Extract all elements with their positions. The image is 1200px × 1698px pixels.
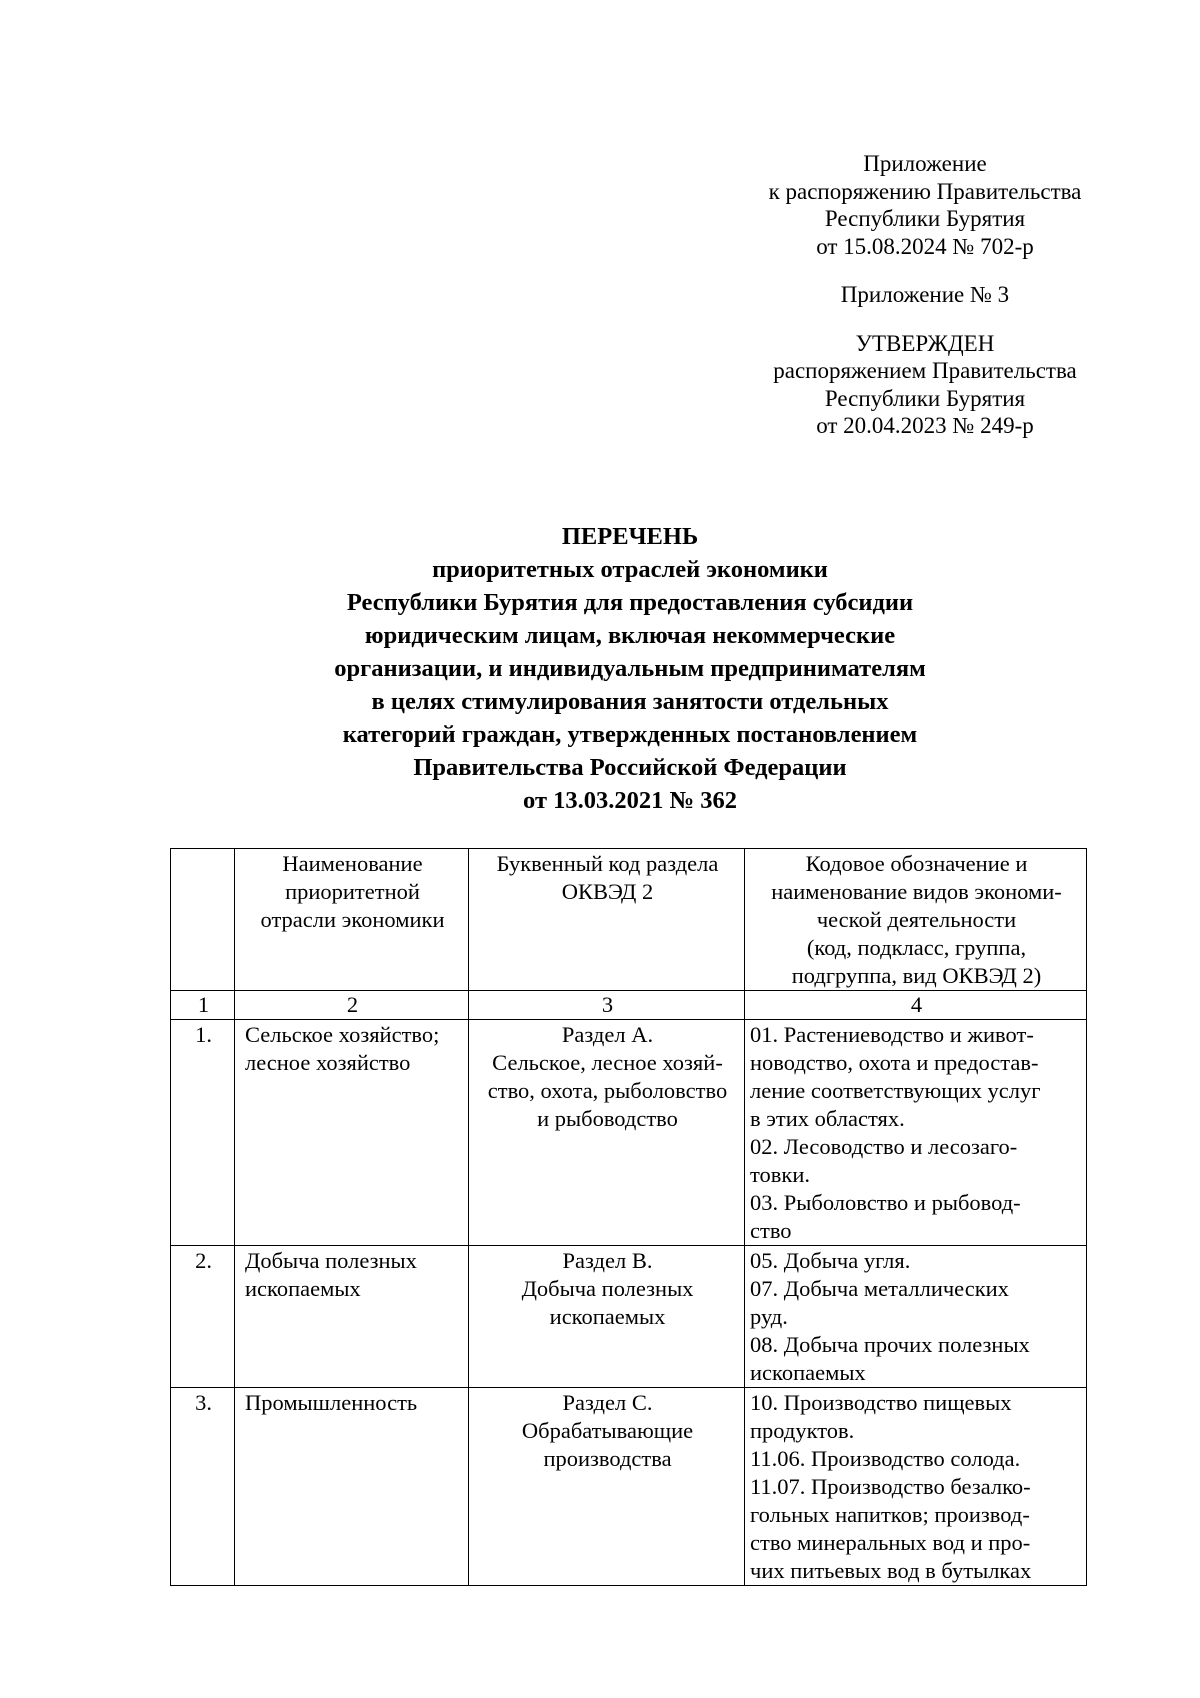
cell-line: Раздел А. [561,1022,654,1047]
header-line: (код, подкласс, группа, [806,935,1027,960]
cell-line: 01. Растениеводство и живот- [750,1022,1034,1047]
sector-name-cell [235,1020,469,1246]
header-line: ОКВЭД 2 [561,879,654,904]
header-line: наименование видов экономи- [771,879,1062,904]
cell-line: ископаемых [750,1360,866,1385]
cell-line: гольных напитков; производ- [750,1502,1030,1527]
cell-line: 02. Лесоводство и лесозаго- [750,1134,1018,1159]
document-title [230,520,1030,817]
cell-line: Сельское, лесное хозяй- [492,1050,723,1075]
header-cell-activity-codes [745,849,1087,991]
cell-line: 08. Добыча прочих полезных [750,1332,1030,1357]
table-row [171,1020,1087,1246]
approval-block [755,150,1095,440]
activity-codes-cell [745,1246,1087,1388]
title-line: категорий граждан, утвержденных постановлением [342,721,918,748]
activity-codes-cell [745,1388,1087,1586]
approved-line: от 20.04.2023 № 249-р [816,413,1034,438]
section-code-cell [469,1388,745,1586]
header-line: Буквенный код раздела [496,851,719,876]
title-line: ПЕРЕЧЕНЬ [561,523,699,550]
appendix-number-line: Приложение № 3 [840,282,1010,307]
cell-line: 11.07. Производство безалко- [750,1474,1031,1499]
cell-line: руд. [750,1304,788,1329]
cell-line: Сельское хозяйство; [245,1022,440,1047]
appendix-line: к распоряжению Правительства [768,178,1082,204]
cell-line: 10. Производство пищевых [750,1390,1012,1415]
cell-line: лесное хозяйство [245,1050,411,1075]
column-number: 4 [745,991,1087,1020]
title-line: Республики Бурятия для предоставления субсидии [346,589,914,616]
cell-line: и рыбоводство [537,1106,678,1131]
appendix-line: Приложение [863,151,987,176]
row-number: 3. [171,1388,235,1586]
cell-line: ископаемых [245,1276,361,1301]
cell-line: 07. Добыча металлических [750,1276,1009,1301]
appendix-line: от 15.08.2024 № 702-р [816,233,1034,259]
approved-line: УТВЕРЖДЕН [855,330,995,356]
sector-name-cell [235,1246,469,1388]
cell-line: Добыча полезных [521,1276,694,1301]
approved-stamp [755,330,1095,440]
activity-codes-cell [745,1020,1087,1246]
section-code-cell [469,1246,745,1388]
cell-line: ление соответствующих услуг [750,1078,1041,1103]
header-line: приоритетной [285,879,420,904]
priority-sectors-table [170,848,1087,1586]
cell-line: чих питьевых вод в бутылках [750,1558,1032,1583]
header-cell-sector-name [235,849,469,991]
header-line: Наименование [282,851,423,876]
title-line: в целях стимулирования занятости отдельных [371,688,889,715]
cell-line: Раздел С. [562,1390,653,1415]
cell-line: товки. [750,1162,811,1187]
header-line: подгруппа, вид ОКВЭД 2) [791,963,1042,988]
cell-line: ство минеральных вод и про- [750,1530,1031,1555]
cell-line: ство, охота, рыболовство [487,1078,728,1103]
cell-line: Раздел В. [562,1248,653,1273]
section-code-cell [469,1020,745,1246]
column-number: 1 [171,991,235,1020]
table-row [171,1388,1087,1586]
column-number: 2 [235,991,469,1020]
appendix-number [755,281,1095,309]
header-cell-section-code [469,849,745,991]
row-number: 1. [171,1020,235,1246]
cell-line: Промышленность [245,1390,418,1415]
cell-line: 11.06. Производство солода. [750,1446,1021,1471]
cell-line: 03. Рыболовство и рыбовод- [750,1190,1021,1215]
cell-line: производства [543,1446,672,1471]
cell-line: ископаемых [549,1304,666,1329]
sector-name-cell [235,1388,469,1586]
row-number: 2. [171,1246,235,1388]
table-header-row [171,849,1087,991]
header-cell-number [171,849,235,991]
appendix-reference [755,150,1095,260]
title-line: Правительства Российской Федерации [413,754,847,781]
cell-line: продуктов. [750,1418,855,1443]
approved-line: Республики Бурятия [824,385,1026,411]
cell-line: 05. Добыча угля. [750,1248,911,1273]
title-line: организации, и индивидуальным предпринимателям [334,655,926,682]
approved-line: распоряжением Правительства [773,358,1077,383]
title-line: от 13.03.2021 № 362 [523,787,737,814]
cell-line: новодство, охота и предостав- [750,1050,1039,1075]
header-line: отрасли экономики [260,907,445,932]
cell-line: Добыча полезных [245,1248,417,1273]
column-number: 3 [469,991,745,1020]
table-row [171,1246,1087,1388]
cell-line: Обрабатывающие [521,1418,694,1443]
title-line: юридическим лицам, включая некоммерческие [364,622,896,649]
cell-line: ство [750,1218,792,1243]
cell-line: в этих областях. [750,1106,905,1131]
header-line: ческой деятельности [816,907,1017,932]
header-line: Кодовое обозначение и [805,851,1028,876]
column-number-row [171,991,1087,1020]
title-line: приоритетных отраслей экономики [432,556,828,583]
appendix-line: Республики Бурятия [824,206,1026,231]
